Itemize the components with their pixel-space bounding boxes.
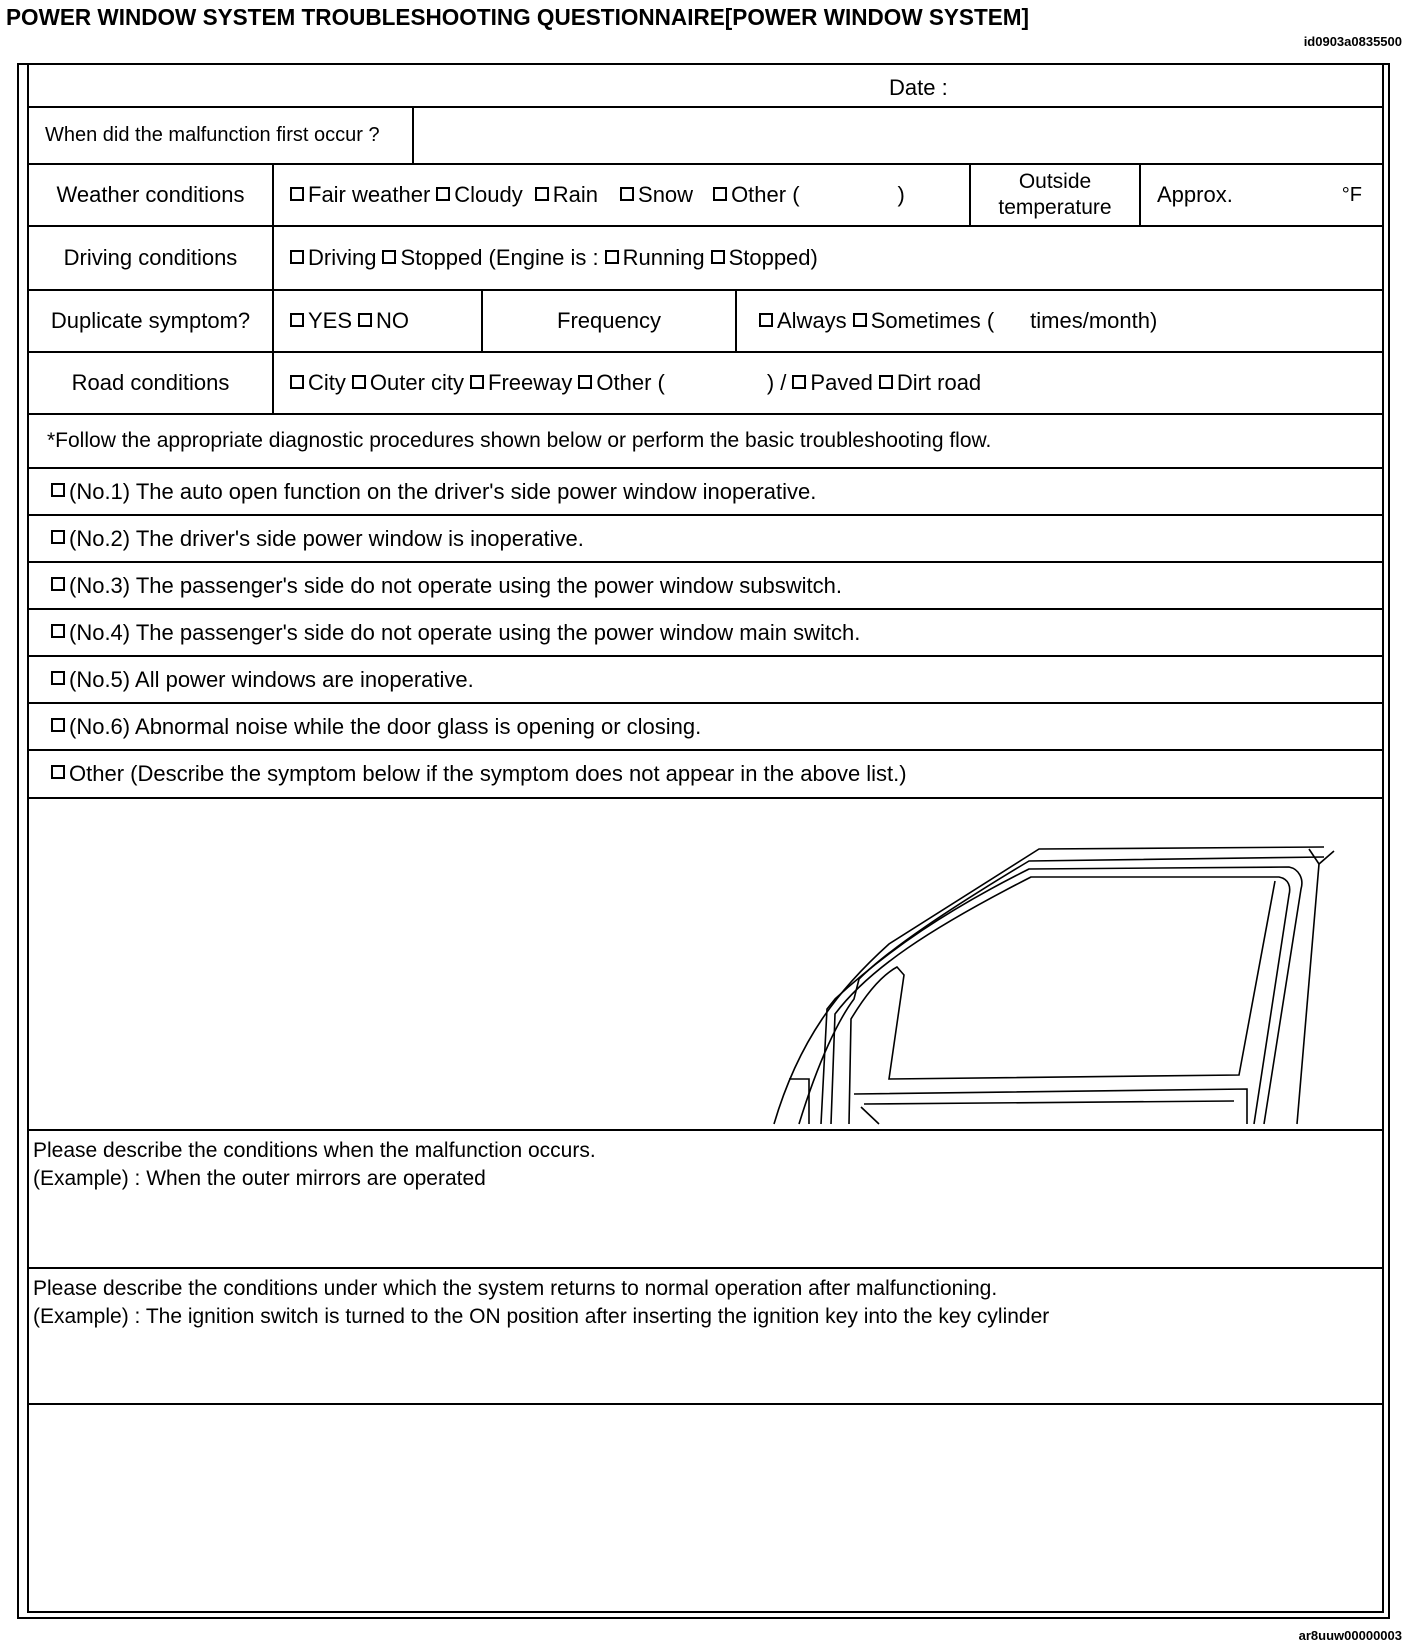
duplicate-options <box>274 291 483 351</box>
duplicate-option-no[interactable]: NO <box>358 308 409 334</box>
checkbox-icon[interactable] <box>51 624 65 638</box>
checkbox-icon[interactable] <box>290 187 304 201</box>
checkbox-icon[interactable] <box>51 765 65 779</box>
checkbox-icon[interactable] <box>352 375 366 389</box>
road-label: Road conditions <box>29 353 274 413</box>
weather-row <box>29 165 1382 227</box>
notes-area[interactable] <box>29 1405 1382 1613</box>
frequency-options <box>737 291 1382 351</box>
instruction-text: *Follow the appropriate diagnostic procedures shown below or perform the basic troubleshooting flow. <box>47 429 992 452</box>
weather-option-rain[interactable]: Rain <box>535 182 598 208</box>
checkbox-icon[interactable] <box>436 187 450 201</box>
frequency-label: Frequency <box>483 291 737 351</box>
times-per-month-label: times/month) <box>1030 308 1158 333</box>
checkbox-icon[interactable] <box>605 250 619 264</box>
driving-option-stopped[interactable]: Stopped (Engine is : <box>382 245 598 271</box>
road-row <box>29 353 1382 415</box>
document-id: id0903a0835500 <box>1303 34 1402 49</box>
frequency-option-sometimes[interactable]: Sometimes ( <box>853 308 994 334</box>
questionnaire-table <box>27 65 1384 1613</box>
driving-options <box>274 227 1382 289</box>
checkbox-icon[interactable] <box>535 187 549 201</box>
symptom-item[interactable]: Other (Describe the symptom below if the symptom does not appear in the above list.) <box>29 751 1382 799</box>
symptom-item[interactable]: (No.1) The auto open function on the driver's side power window inoperative. <box>29 469 1382 516</box>
symptom-item[interactable]: (No.2) The driver's side power window is inoperative. <box>29 516 1382 563</box>
malfunction-conditions-section[interactable] <box>29 1131 1382 1269</box>
approx-label: Approx. <box>1157 182 1233 207</box>
checkbox-icon[interactable] <box>879 375 893 389</box>
road-option-other[interactable]: Other ( <box>578 370 664 396</box>
questionnaire-frame <box>17 63 1390 1619</box>
road-option-paved[interactable]: Paved <box>792 370 872 396</box>
weather-options <box>274 165 971 225</box>
date-field[interactable] <box>969 71 1329 101</box>
car-door-window-illustration <box>769 839 1349 1129</box>
other-symptom-description-area[interactable] <box>29 799 1382 1131</box>
checkbox-icon[interactable] <box>853 313 867 327</box>
road-separator: ) / <box>766 370 787 395</box>
engine-option-running[interactable]: Running <box>605 245 705 271</box>
driving-label: Driving conditions <box>29 227 274 289</box>
road-option-freeway[interactable]: Freeway <box>470 370 572 396</box>
checkbox-icon[interactable] <box>713 187 727 201</box>
instruction-row <box>29 415 1382 469</box>
symptom-item[interactable]: (No.6) Abnormal noise while the door glass is opening or closing. <box>29 704 1382 751</box>
recovery-conditions-prompt: Please describe the conditions under which the system returns to normal operation after malfunctioning. <box>33 1277 998 1300</box>
symptom-item[interactable]: (No.5) All power windows are inoperative. <box>29 657 1382 704</box>
checkbox-icon[interactable] <box>290 313 304 327</box>
checkbox-icon[interactable] <box>51 530 65 544</box>
outside-temperature-label: Outside temperature <box>971 165 1141 225</box>
checkbox-icon[interactable] <box>620 187 634 201</box>
temperature-field[interactable] <box>1141 165 1382 225</box>
first-occur-row <box>29 108 1382 165</box>
malfunction-conditions-prompt: Please describe the conditions when the malfunction occurs. <box>33 1139 596 1162</box>
date-row <box>29 65 1382 109</box>
road-option-dirt-road[interactable]: Dirt road <box>879 370 981 396</box>
duplicate-option-yes[interactable]: YES <box>290 308 352 334</box>
first-occur-label: When did the malfunction first occur ? <box>29 108 414 163</box>
road-option-outer-city[interactable]: Outer city <box>352 370 464 396</box>
malfunction-conditions-example: (Example) : When the outer mirrors are operated <box>33 1167 486 1190</box>
checkbox-icon[interactable] <box>51 671 65 685</box>
recovery-conditions-section[interactable] <box>29 1269 1382 1405</box>
weather-option-snow[interactable]: Snow <box>620 182 693 208</box>
checkbox-icon[interactable] <box>290 250 304 264</box>
checkbox-icon[interactable] <box>358 313 372 327</box>
figure-id: ar8uuw00000003 <box>1298 1628 1402 1643</box>
weather-label: Weather conditions <box>29 165 274 225</box>
duplicate-label: Duplicate symptom? <box>29 291 274 351</box>
checkbox-icon[interactable] <box>759 313 773 327</box>
unit-label: °F <box>1341 183 1362 206</box>
checkbox-icon[interactable] <box>792 375 806 389</box>
recovery-conditions-example: (Example) : The ignition switch is turned to the ON position after inserting the ignition key into the key cylinder <box>33 1305 1050 1328</box>
checkbox-icon[interactable] <box>711 250 725 264</box>
checkbox-icon[interactable] <box>51 483 65 497</box>
checkbox-icon[interactable] <box>290 375 304 389</box>
symptom-item[interactable]: (No.3) The passenger's side do not operate using the power window subswitch. <box>29 563 1382 610</box>
driving-option-driving[interactable]: Driving <box>290 245 376 271</box>
page-title: POWER WINDOW SYSTEM TROUBLESHOOTING QUESTIONNAIRE[POWER WINDOW SYSTEM] <box>6 4 1030 30</box>
checkbox-icon[interactable] <box>51 718 65 732</box>
frequency-option-always[interactable]: Always <box>759 308 847 334</box>
paren-close: ) <box>897 182 905 207</box>
checkbox-icon[interactable] <box>51 577 65 591</box>
date-label: Date : <box>889 75 948 100</box>
weather-option-cloudy[interactable]: Cloudy <box>436 182 522 208</box>
road-option-city[interactable]: City <box>290 370 346 396</box>
checkbox-icon[interactable] <box>382 250 396 264</box>
symptom-item[interactable]: (No.4) The passenger's side do not operate using the power window main switch. <box>29 610 1382 657</box>
driving-row <box>29 227 1382 291</box>
checkbox-icon[interactable] <box>470 375 484 389</box>
weather-option-fair[interactable]: Fair weather <box>290 182 430 208</box>
weather-option-other[interactable]: Other ( <box>713 182 799 208</box>
road-options <box>274 353 1382 413</box>
engine-option-stopped[interactable]: Stopped) <box>711 245 818 271</box>
duplicate-row <box>29 291 1382 353</box>
first-occur-field[interactable] <box>414 108 1382 163</box>
checkbox-icon[interactable] <box>578 375 592 389</box>
